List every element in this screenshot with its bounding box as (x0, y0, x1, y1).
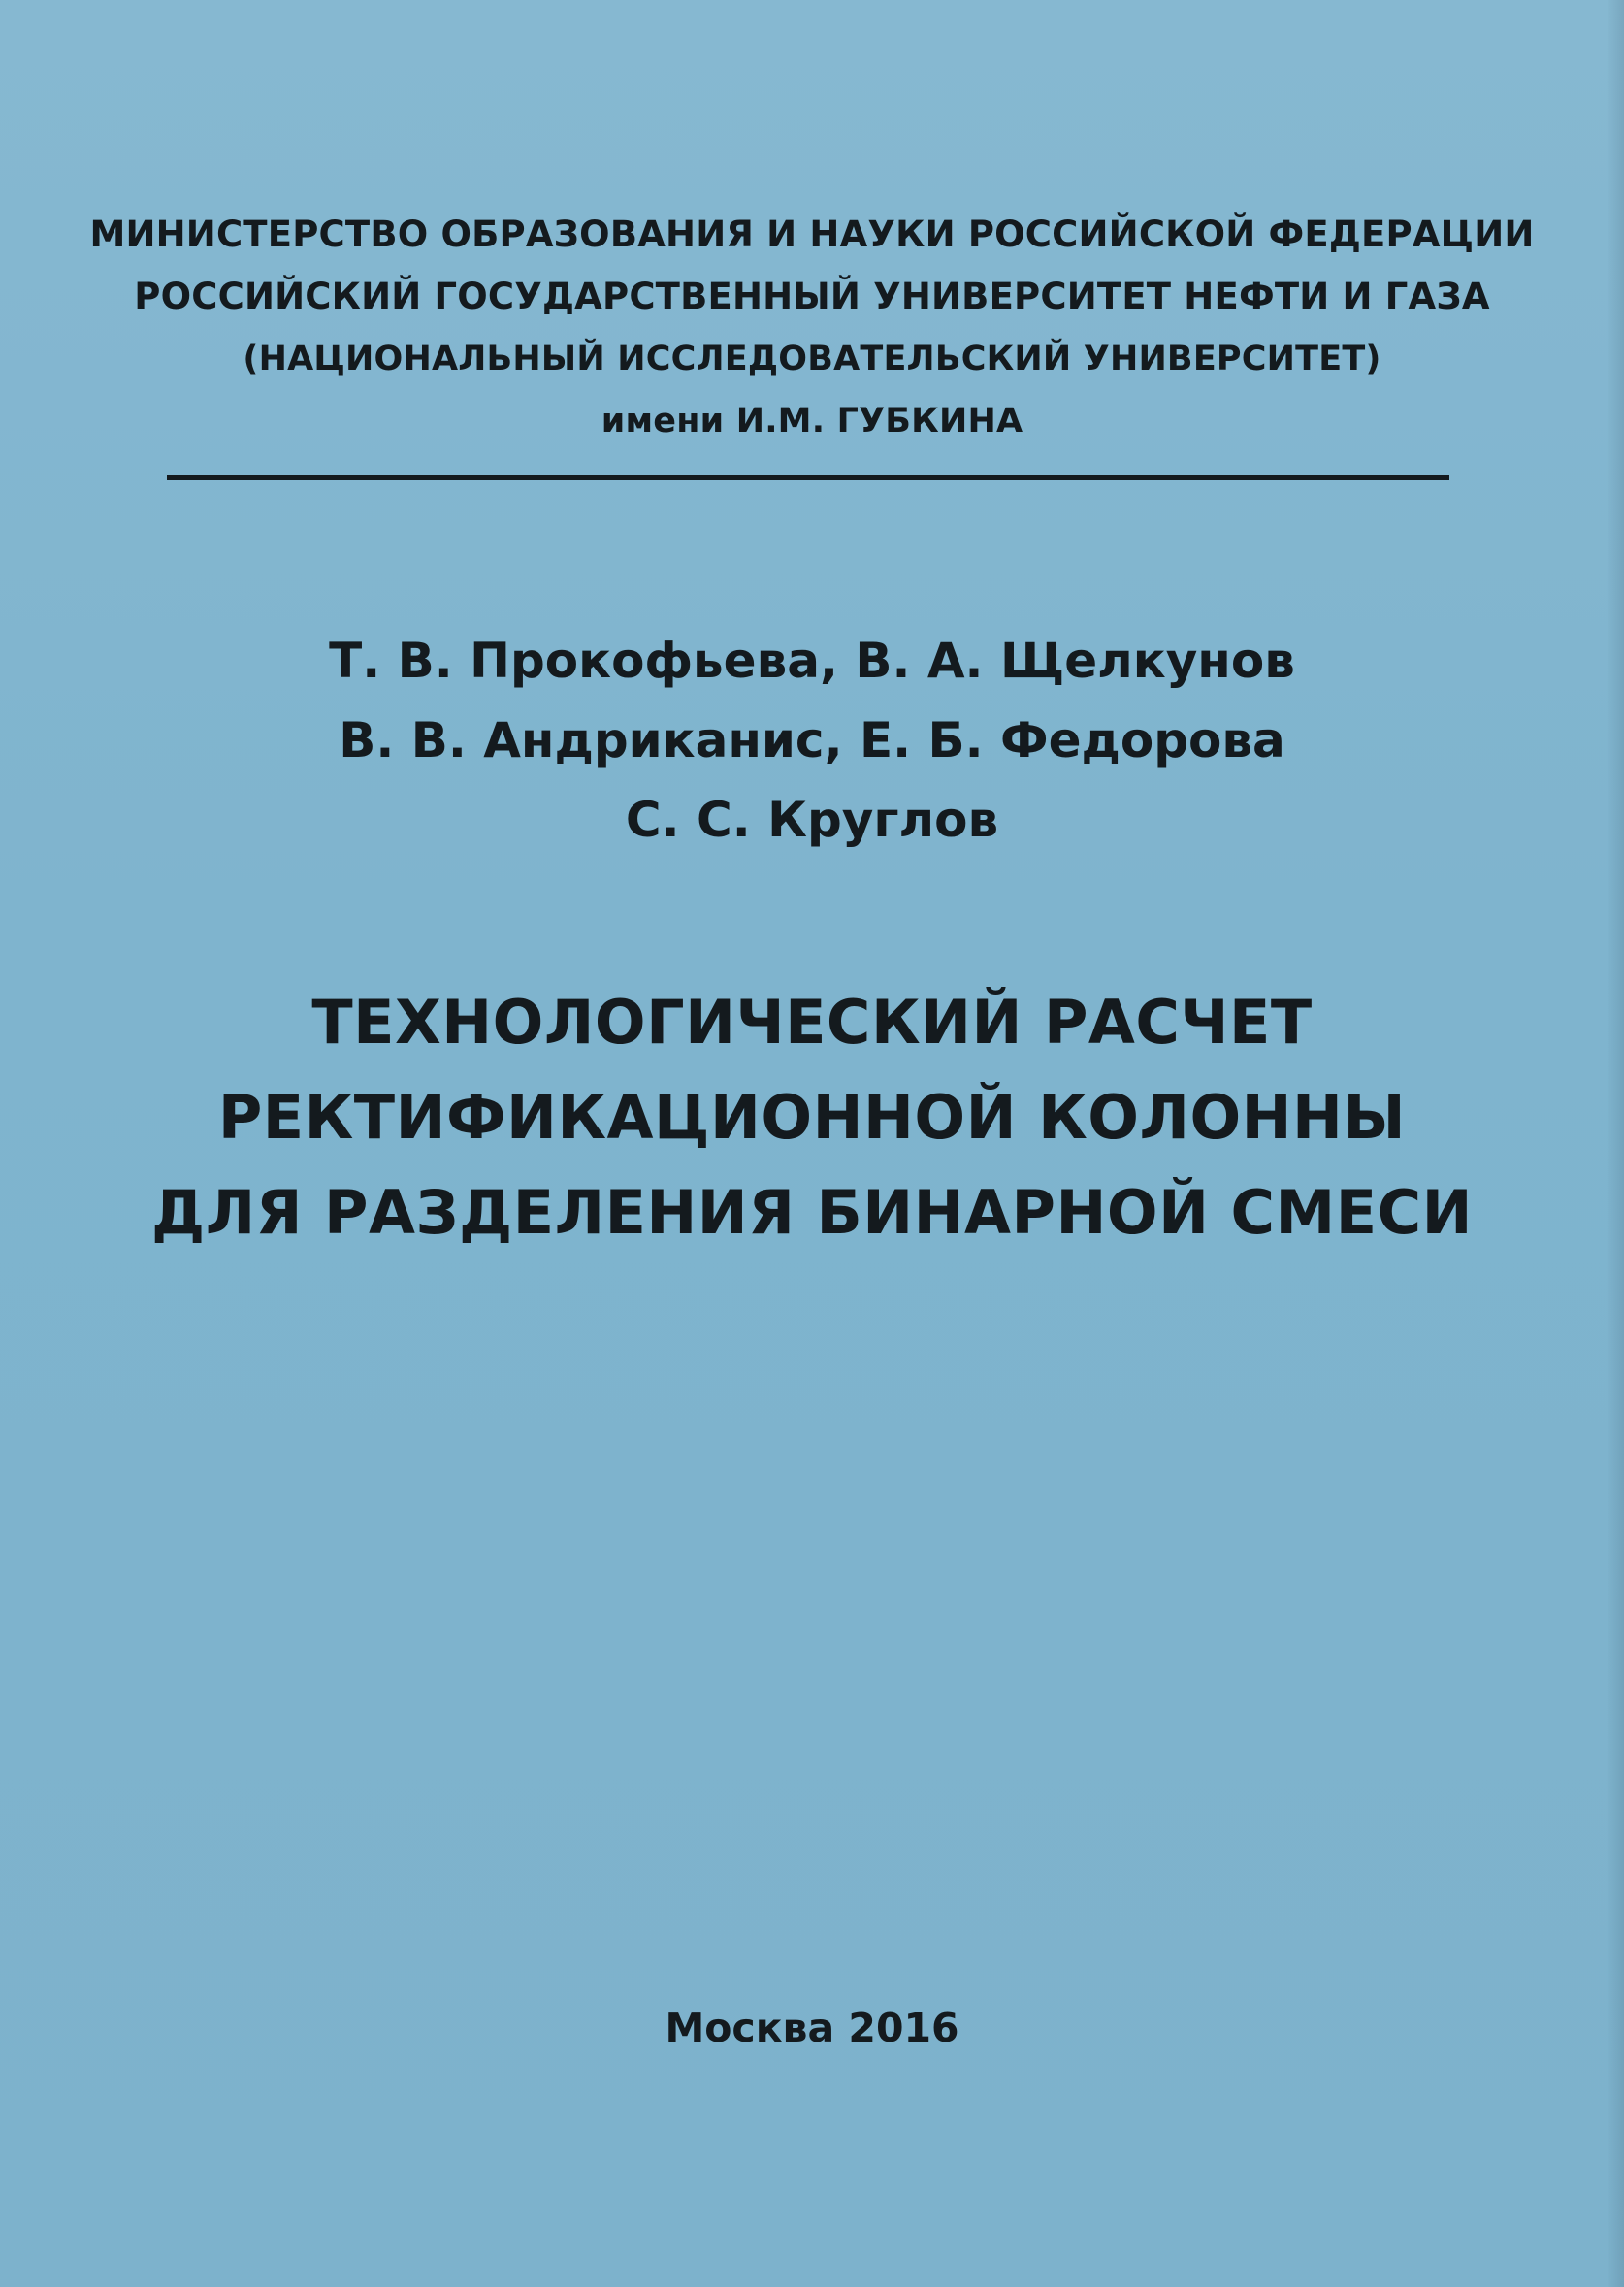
title-line-2: РЕКТИФИКАЦИОННОЙ КОЛОННЫ (217, 1082, 1407, 1153)
authors-block (0, 621, 1624, 860)
authors-line-2: В. В. Андриканис, Е. Б. Федорова (339, 712, 1285, 768)
university-namesake-line: имени И.М. ГУБКИНА (601, 402, 1023, 441)
book-title (0, 975, 1624, 1260)
header-divider (167, 475, 1449, 480)
publication-place-year: Москва 2016 (665, 2005, 959, 2051)
authors-line-1: Т. В. Прокофьева, В. А. Щелкунов (329, 633, 1295, 689)
authors-line-3: С. С. Круглов (625, 792, 999, 848)
university-line: РОССИЙСКИЙ ГОСУДАРСТВЕННЫЙ УНИВЕРСИТЕТ НЕФТИ И ГАЗА (134, 276, 1490, 317)
title-line-3: ДЛЯ РАЗДЕЛЕНИЯ БИНАРНОЙ СМЕСИ (150, 1177, 1473, 1248)
institution-header (0, 204, 1624, 452)
university-status-line: (НАЦИОНАЛЬНЫЙ ИССЛЕДОВАТЕЛЬСКИЙ УНИВЕРСИТЕТ) (243, 340, 1381, 378)
title-line-1: ТЕХНОЛОГИЧЕСКИЙ РАСЧЕТ (311, 987, 1313, 1058)
ministry-line: МИНИСТЕРСТВО ОБРАЗОВАНИЯ И НАУКИ РОССИЙСКОЙ ФЕДЕРАЦИИ (89, 213, 1535, 255)
